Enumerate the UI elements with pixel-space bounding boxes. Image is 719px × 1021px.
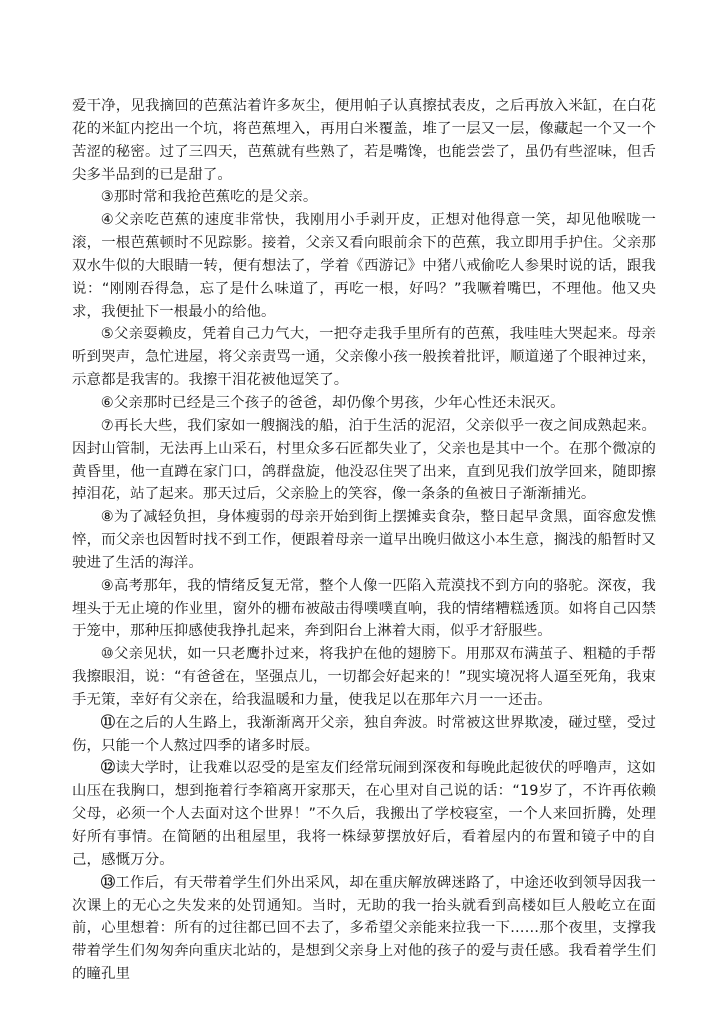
paragraph-8 xyxy=(72,506,656,575)
paragraph-number: ⑧ xyxy=(100,509,114,526)
paragraph-number: ⑩ xyxy=(100,646,114,663)
paragraph-number: ⑥ xyxy=(100,394,114,411)
paragraph-text: 父亲见状，如一只老鹰扑过来，将我护在他的翅膀下。用那双布满茧子、粗糙的手帮我擦眼泪，说：“有爸爸在，坚强点儿，一切都会好起来的！”现实境况将人逼至死角，我束手无策，幸好有父亲在，给我温暖和力量，使我足以在那年六月一一还击。 xyxy=(72,646,656,708)
paragraph-10 xyxy=(72,643,656,712)
paragraph-text: 在之后的人生路上，我渐渐离开父亲，独自奔波。时常被这世界欺凌，碰过壁，受过伤，只能一个人熬过四季的诸多时辰。 xyxy=(72,714,656,754)
paragraph-9 xyxy=(72,575,656,644)
paragraph-number: ⑫ xyxy=(100,760,116,777)
paragraph-11 xyxy=(72,712,656,758)
paragraph-6 xyxy=(72,392,656,415)
paragraph-number: ⑦ xyxy=(100,417,114,434)
paragraph-number: ⑨ xyxy=(100,577,114,594)
paragraph-text: 那时常和我抢芭蕉吃的是父亲。 xyxy=(113,189,318,206)
paragraph-5 xyxy=(72,323,656,392)
paragraph-continued xyxy=(72,95,656,186)
paragraph-3 xyxy=(72,186,656,209)
paragraph-number: ③ xyxy=(100,189,114,206)
paragraph-text: 父亲那时已经是三个孩子的爸爸，却仍像个男孩，少年心性还未泯灭。 xyxy=(113,394,565,411)
paragraph-4 xyxy=(72,209,656,323)
paragraph-text: 父亲吃芭蕉的速度非常快，我刚用小手剥开皮，正想对他得意一笑，却见他喉咙一滚，一根芭蕉顿时不见踪影。接着，父亲又看向眼前余下的芭蕉，我立即用手护住。父亲那双水牛似的大眼睛一转，便有想法了，学着《西游记》中猪八戒偷吃人参果时说的话，跟我说：“刚刚吞得急，忘了是什么味道了，再吃一根，好吗？”我噘着嘴巴，不理他。他又央求，我便扯下一根最小的给他。 xyxy=(72,212,656,320)
paragraph-12 xyxy=(72,757,656,871)
document-page xyxy=(72,95,656,986)
paragraph-text: 父亲耍赖皮，凭着自己力气大，一把夺走我手里所有的芭蕉，我哇哇大哭起来。母亲听到哭声，急忙进屋，将父亲责骂一通，父亲像小孩一般挨着批评，顺道递了个眼神过来，示意都是我害的。我擦干泪花被他逗笑了。 xyxy=(72,326,656,389)
paragraph-text: 再长大些，我们家如一艘搁浅的船，泊于生活的泥沼，父亲似乎一夜之间成熟起来。因封山管制，无法再上山采石，村里众多石匠都失业了，父亲也是其中一个。在那个微凉的黄昏里，他一直蹲在家门口，鸽群盘旋，他没忍住哭了出来，直到见我们放学回来，随即擦掉泪花，站了起来。那天过后，父亲脸上的笑容，像一条条的鱼被日子渐渐捕光。 xyxy=(72,417,656,503)
paragraph-text: 为了减轻负担，身体瘦弱的母亲开始到街上摆摊卖食杂，整日起早贪黑，面容愈发憔悴，而父亲也因暂时找不到工作，便跟着母亲一道早出晚归做这小本生意，搁浅的船暂时又驶进了生活的海洋。 xyxy=(72,509,656,571)
paragraph-text: 工作后，有天带着学生们外出采风，却在重庆解放碑迷路了，中途还收到领导因我一次课上的无心之失发来的处罚通知。当时，无助的我一抬头就看到高楼如巨人般屹立在面前，心里想着：所有的过往都已回不去了，多希望父亲能来拉我一下……那个夜里，支撑我带着学生们匆匆奔向重庆北站的，是想到父亲身上对他的孩子的爱与责任感。我看着学生们的瞳孔里 xyxy=(72,874,656,983)
paragraph-number: ④ xyxy=(100,212,115,229)
paragraph-number: ⑪ xyxy=(100,714,116,731)
paragraph-13 xyxy=(72,872,656,986)
paragraph-number: ⑤ xyxy=(100,326,114,343)
paragraph-number: ⑬ xyxy=(100,874,116,891)
paragraph-7 xyxy=(72,415,656,506)
paragraph-text: 高考那年，我的情绪反复无常，整个人像一匹陷入荒漠找不到方向的骆驼。深夜，我埋头于无止境的作业里，窗外的栅布被敲击得噗噗直响，我的情绪糟糕透顶。如将自己囚禁于笼中，那种压抑感使我挣扎起来，奔到阳台上淋着大雨，似乎才舒服些。 xyxy=(72,577,656,640)
paragraph-text: 读大学时，让我难以忍受的是室友们经常玩闹到深夜和每晚此起彼伏的呼噜声，这如山压在我胸口，想到拖着行李箱离开家那天，在心里对自己说的话：“19岁了，不许再依赖父母，必须一个人去面对这个世界！”不久后，我搬出了学校寝室，一个人来回折腾，处理好所有事情。在简陋的出租屋里，我将一株绿萝摆放好后，看着屋内的布置和镜子中的自己，感慨万分。 xyxy=(72,760,656,868)
paragraph-text: 爱干净，见我摘回的芭蕉沾着许多灰尘，便用帕子认真擦拭表皮，之后再放入米缸，在白花花的米缸内挖出一个坑，将芭蕉埋入，再用白米覆盖，堆了一层又一层，像藏起一个又一个苦涩的秘密。过了三四天，芭蕉就有些熟了，若是嘴馋，也能尝尝了，虽仍有些涩味，但舌尖多半品到的已是甜了。 xyxy=(72,98,656,183)
